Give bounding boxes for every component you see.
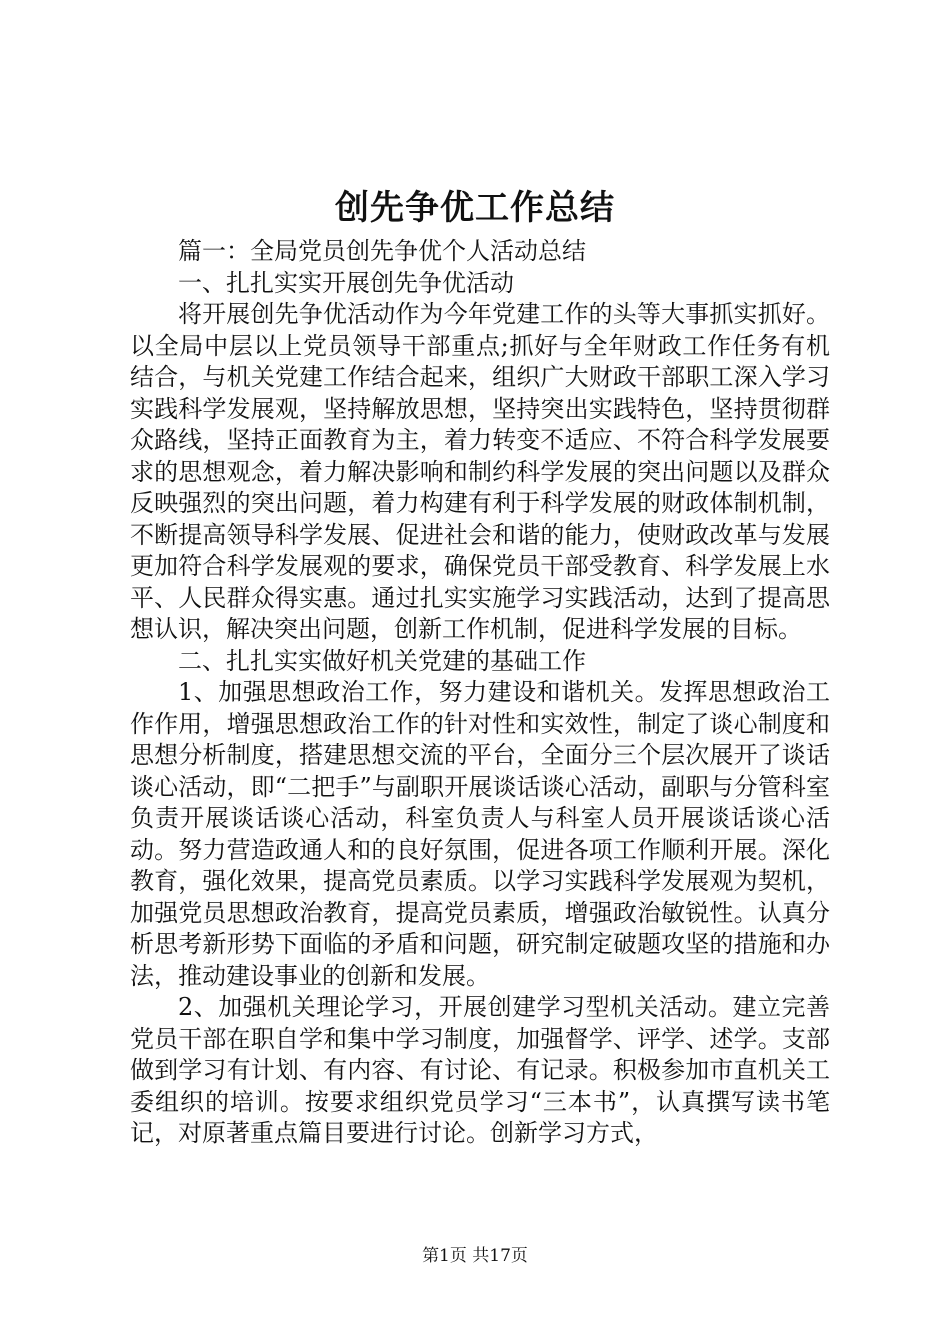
document-title: 创先争优工作总结 (335, 188, 615, 228)
paragraph-item-two: 2、加强机关理论学习，开展创建学习型机关活动。建立完善党员干部在职自学和集中学习制度，加强督学、评学、述学。支部做到学习有计划、有内容、有讨论、有记录。积极参加市直机关工委组织的培训。按要求组织党员学习“三本书”，认真撰写读书笔记，对原著重点篇目要进行讨论。创新学习方式， (130, 993, 830, 1147)
paragraph-section-two-heading: 二、扎扎实实做好机关党建的基础工作 (178, 646, 586, 675)
document-body (130, 236, 830, 1150)
paragraph-section-one-heading: 一、扎扎实实开展创先争优活动 (178, 268, 514, 297)
paragraph-item-one: 1、加强思想政治工作，努力建设和谐机关。发挥思想政治工作作用，增强思想政治工作的针对性和实效性，制定了谈心制度和思想分析制度，搭建思想交流的平台，全面分三个层次展开了谈话谈心活动，即“二把手”与副职开展谈话谈心活动，副职与分管科室负责开展谈话谈心活动，科室负责人与科室人员开展谈话谈心活动。努力营造政通人和的良好氛围，促进各项工作顺利开展。深化教育，强化效果，提高党员素质。以学习实践科学发展观为契机，加强党员思想政治教育，提高党员素质，增强政治敏锐性。认真分析思考新形势下面临的矛盾和问题，研究制定破题攻坚的措施和办法，推动建设事业的创新和发展。 (130, 678, 830, 990)
paragraph-section-one-body: 将开展创先争优活动作为今年党建工作的头等大事抓实抓好。以全局中层以上党员领导干部重点;抓好与全年财政工作任务有机结合，与机关党建工作结合起来，组织广大财政干部职工深入学习实践科学发展观，坚持解放思想，坚持突出实践特色，坚持贯彻群众路线，坚持正面教育为主，着力转变不适应、不符合科学发展要求的思想观念，着力解决影响和制约科学发展的突出问题以及群众反映强烈的突出问题，着力构建有利于科学发展的财政体制机制，不断提高领导科学发展、促进社会和谐的能力，使财政改革与发展更加符合科学发展观的要求，确保党员干部受教育、科学发展上水平、人民群众得实惠。通过扎实实施学习实践活动，达到了提高思想认识，解决突出问题，创新工作机制，促进科学发展的目标。 (130, 300, 830, 643)
page-number-footer: 第1页 共17页 (422, 1246, 528, 1266)
paragraph-article-heading: 篇一：全局党员创先争优个人活动总结 (178, 237, 586, 265)
